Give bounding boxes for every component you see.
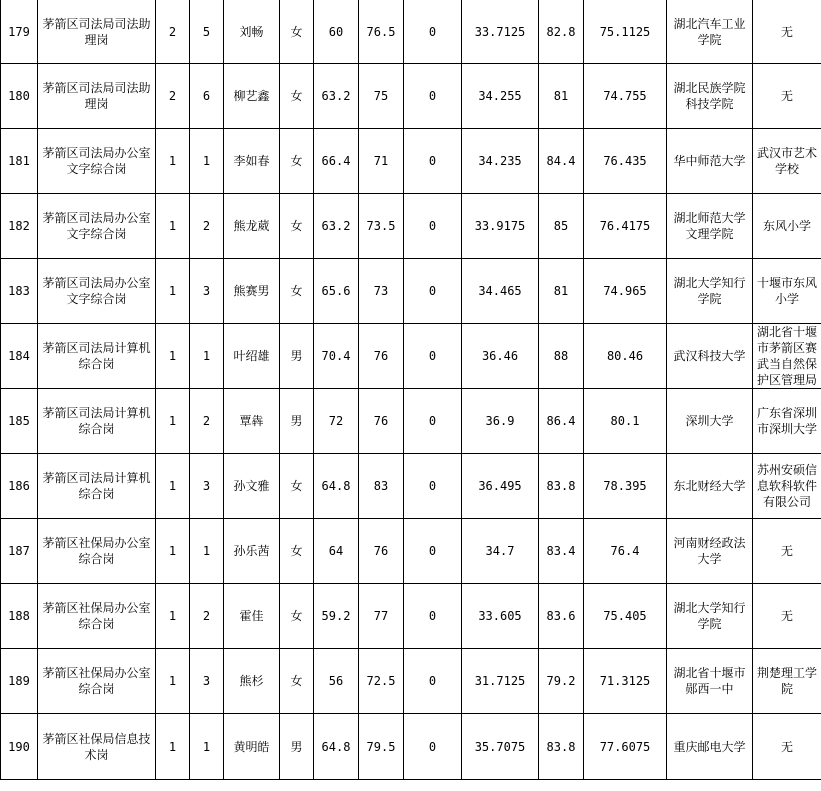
table-row <box>1 64 821 129</box>
second-score-cell: 82.8 <box>539 0 584 64</box>
second-score-cell: 79.2 <box>539 649 584 714</box>
row-number: 180 <box>1 64 38 129</box>
position-cell: 茅箭区社保局办公室综合岗 <box>38 519 156 584</box>
composite-score-cell: 34.235 <box>462 129 539 194</box>
position-cell: 茅箭区司法局办公室文字综合岗 <box>38 129 156 194</box>
written-score-cell: 59.2 <box>314 584 359 649</box>
school-cell: 深圳大学 <box>667 389 753 454</box>
position-cell: 茅箭区司法局司法助理岗 <box>38 64 156 129</box>
bonus-score-cell: 0 <box>404 454 462 519</box>
school-cell: 华中师范大学 <box>667 129 753 194</box>
composite-score-cell: 36.9 <box>462 389 539 454</box>
employer-cell: 苏州安硕信息软科软件有限公司 <box>753 454 821 519</box>
table-row <box>1 649 821 714</box>
rank-cell: 3 <box>190 259 224 324</box>
composite-score-cell: 34.7 <box>462 519 539 584</box>
table-row <box>1 519 821 584</box>
rank-cell: 3 <box>190 454 224 519</box>
table-row <box>1 584 821 649</box>
row-number: 182 <box>1 194 38 259</box>
employer-cell: 湖北省十堰市茅箭区赛武当自然保护区管理局 <box>753 324 821 389</box>
position-cell: 茅箭区社保局办公室综合岗 <box>38 584 156 649</box>
composite-score-cell: 35.7075 <box>462 714 539 780</box>
total-score-cell: 71.3125 <box>584 649 667 714</box>
position-cell: 茅箭区社保局办公室综合岗 <box>38 649 156 714</box>
row-number: 181 <box>1 129 38 194</box>
row-number: 188 <box>1 584 38 649</box>
candidate-name-cell: 熊赛男 <box>224 259 280 324</box>
school-cell: 重庆邮电大学 <box>667 714 753 780</box>
gender-cell: 女 <box>280 129 314 194</box>
gender-cell: 女 <box>280 64 314 129</box>
table-row <box>1 194 821 259</box>
plan-count-cell: 1 <box>156 259 190 324</box>
row-number: 189 <box>1 649 38 714</box>
interview-score-cell: 76 <box>359 389 404 454</box>
school-cell: 东北财经大学 <box>667 454 753 519</box>
total-score-cell: 75.405 <box>584 584 667 649</box>
row-number: 185 <box>1 389 38 454</box>
employer-cell: 无 <box>753 0 821 64</box>
interview-score-cell: 76.5 <box>359 0 404 64</box>
bonus-score-cell: 0 <box>404 649 462 714</box>
bonus-score-cell: 0 <box>404 389 462 454</box>
bonus-score-cell: 0 <box>404 129 462 194</box>
table-row <box>1 0 821 64</box>
school-cell: 湖北民族学院科技学院 <box>667 64 753 129</box>
plan-count-cell: 1 <box>156 324 190 389</box>
school-cell: 湖北大学知行学院 <box>667 259 753 324</box>
second-score-cell: 83.6 <box>539 584 584 649</box>
gender-cell: 女 <box>280 454 314 519</box>
candidate-name-cell: 孙文雅 <box>224 454 280 519</box>
interview-score-cell: 71 <box>359 129 404 194</box>
gender-cell: 女 <box>280 584 314 649</box>
bonus-score-cell: 0 <box>404 64 462 129</box>
composite-score-cell: 33.9175 <box>462 194 539 259</box>
second-score-cell: 83.8 <box>539 714 584 780</box>
second-score-cell: 81 <box>539 259 584 324</box>
position-cell: 茅箭区司法局计算机综合岗 <box>38 454 156 519</box>
candidate-name-cell: 霍佳 <box>224 584 280 649</box>
second-score-cell: 85 <box>539 194 584 259</box>
second-score-cell: 84.4 <box>539 129 584 194</box>
interview-score-cell: 75 <box>359 64 404 129</box>
school-cell: 湖北省十堰市郧西一中 <box>667 649 753 714</box>
plan-count-cell: 1 <box>156 454 190 519</box>
row-number: 183 <box>1 259 38 324</box>
bonus-score-cell: 0 <box>404 0 462 64</box>
position-cell: 茅箭区司法局办公室文字综合岗 <box>38 194 156 259</box>
candidate-name-cell: 黄明皓 <box>224 714 280 780</box>
rank-cell: 1 <box>190 324 224 389</box>
rank-cell: 3 <box>190 649 224 714</box>
employer-cell: 无 <box>753 714 821 780</box>
candidate-name-cell: 刘畅 <box>224 0 280 64</box>
school-cell: 湖北师范大学文理学院 <box>667 194 753 259</box>
row-number: 187 <box>1 519 38 584</box>
written-score-cell: 64.8 <box>314 714 359 780</box>
position-cell: 茅箭区司法局计算机综合岗 <box>38 389 156 454</box>
second-score-cell: 83.8 <box>539 454 584 519</box>
candidate-name-cell: 孙乐茜 <box>224 519 280 584</box>
bonus-score-cell: 0 <box>404 194 462 259</box>
plan-count-cell: 1 <box>156 584 190 649</box>
second-score-cell: 88 <box>539 324 584 389</box>
written-score-cell: 64.8 <box>314 454 359 519</box>
interview-score-cell: 72.5 <box>359 649 404 714</box>
employer-cell: 无 <box>753 519 821 584</box>
rank-cell: 2 <box>190 194 224 259</box>
interview-score-cell: 76 <box>359 519 404 584</box>
employer-cell: 广东省深圳市深圳大学 <box>753 389 821 454</box>
rank-cell: 1 <box>190 129 224 194</box>
gender-cell: 男 <box>280 389 314 454</box>
plan-count-cell: 1 <box>156 649 190 714</box>
written-score-cell: 63.2 <box>314 64 359 129</box>
candidate-name-cell: 叶绍雄 <box>224 324 280 389</box>
gender-cell: 女 <box>280 194 314 259</box>
interview-score-cell: 83 <box>359 454 404 519</box>
interview-score-cell: 77 <box>359 584 404 649</box>
gender-cell: 男 <box>280 324 314 389</box>
written-score-cell: 60 <box>314 0 359 64</box>
composite-score-cell: 33.605 <box>462 584 539 649</box>
total-score-cell: 74.755 <box>584 64 667 129</box>
gender-cell: 女 <box>280 649 314 714</box>
bonus-score-cell: 0 <box>404 584 462 649</box>
candidate-name-cell: 柳艺鑫 <box>224 64 280 129</box>
total-score-cell: 76.4 <box>584 519 667 584</box>
total-score-cell: 80.46 <box>584 324 667 389</box>
plan-count-cell: 1 <box>156 519 190 584</box>
second-score-cell: 81 <box>539 64 584 129</box>
rank-cell: 1 <box>190 519 224 584</box>
bonus-score-cell: 0 <box>404 324 462 389</box>
employer-cell: 武汉市艺术学校 <box>753 129 821 194</box>
written-score-cell: 56 <box>314 649 359 714</box>
interview-score-cell: 79.5 <box>359 714 404 780</box>
school-cell: 湖北大学知行学院 <box>667 584 753 649</box>
table-row <box>1 389 821 454</box>
plan-count-cell: 2 <box>156 64 190 129</box>
interview-score-cell: 76 <box>359 324 404 389</box>
employer-cell: 荆楚理工学院 <box>753 649 821 714</box>
composite-score-cell: 36.495 <box>462 454 539 519</box>
employer-cell: 东风小学 <box>753 194 821 259</box>
plan-count-cell: 1 <box>156 194 190 259</box>
position-cell: 茅箭区司法局办公室文字综合岗 <box>38 259 156 324</box>
position-cell: 茅箭区司法局司法助理岗 <box>38 0 156 64</box>
table-body <box>1 0 821 780</box>
written-score-cell: 70.4 <box>314 324 359 389</box>
total-score-cell: 76.4175 <box>584 194 667 259</box>
bonus-score-cell: 0 <box>404 259 462 324</box>
written-score-cell: 63.2 <box>314 194 359 259</box>
employer-cell: 无 <box>753 64 821 129</box>
table-row <box>1 129 821 194</box>
rank-cell: 6 <box>190 64 224 129</box>
total-score-cell: 75.1125 <box>584 0 667 64</box>
candidate-name-cell: 覃犇 <box>224 389 280 454</box>
table-row <box>1 324 821 389</box>
row-number: 190 <box>1 714 38 780</box>
bonus-score-cell: 0 <box>404 519 462 584</box>
composite-score-cell: 34.255 <box>462 64 539 129</box>
total-score-cell: 76.435 <box>584 129 667 194</box>
rank-cell: 5 <box>190 0 224 64</box>
written-score-cell: 64 <box>314 519 359 584</box>
table-row <box>1 714 821 780</box>
row-number: 179 <box>1 0 38 64</box>
table-row <box>1 259 821 324</box>
school-cell: 湖北汽车工业学院 <box>667 0 753 64</box>
written-score-cell: 65.6 <box>314 259 359 324</box>
composite-score-cell: 36.46 <box>462 324 539 389</box>
composite-score-cell: 31.7125 <box>462 649 539 714</box>
candidate-name-cell: 李如春 <box>224 129 280 194</box>
written-score-cell: 72 <box>314 389 359 454</box>
gender-cell: 女 <box>280 259 314 324</box>
total-score-cell: 74.965 <box>584 259 667 324</box>
bonus-score-cell: 0 <box>404 714 462 780</box>
composite-score-cell: 33.7125 <box>462 0 539 64</box>
second-score-cell: 86.4 <box>539 389 584 454</box>
candidate-name-cell: 熊龙葳 <box>224 194 280 259</box>
school-cell: 武汉科技大学 <box>667 324 753 389</box>
position-cell: 茅箭区社保局信息技术岗 <box>38 714 156 780</box>
candidate-name-cell: 熊杉 <box>224 649 280 714</box>
school-cell: 河南财经政法大学 <box>667 519 753 584</box>
composite-score-cell: 34.465 <box>462 259 539 324</box>
rank-cell: 2 <box>190 584 224 649</box>
employer-cell: 十堰市东风小学 <box>753 259 821 324</box>
second-score-cell: 83.4 <box>539 519 584 584</box>
employer-cell: 无 <box>753 584 821 649</box>
gender-cell: 女 <box>280 0 314 64</box>
plan-count-cell: 1 <box>156 129 190 194</box>
gender-cell: 男 <box>280 714 314 780</box>
written-score-cell: 66.4 <box>314 129 359 194</box>
row-number: 184 <box>1 324 38 389</box>
interview-score-cell: 73 <box>359 259 404 324</box>
total-score-cell: 80.1 <box>584 389 667 454</box>
table-row <box>1 454 821 519</box>
gender-cell: 女 <box>280 519 314 584</box>
total-score-cell: 77.6075 <box>584 714 667 780</box>
plan-count-cell: 2 <box>156 0 190 64</box>
plan-count-cell: 1 <box>156 714 190 780</box>
interview-score-cell: 73.5 <box>359 194 404 259</box>
total-score-cell: 78.395 <box>584 454 667 519</box>
row-number: 186 <box>1 454 38 519</box>
position-cell: 茅箭区司法局计算机综合岗 <box>38 324 156 389</box>
rank-cell: 2 <box>190 389 224 454</box>
rank-cell: 1 <box>190 714 224 780</box>
plan-count-cell: 1 <box>156 389 190 454</box>
